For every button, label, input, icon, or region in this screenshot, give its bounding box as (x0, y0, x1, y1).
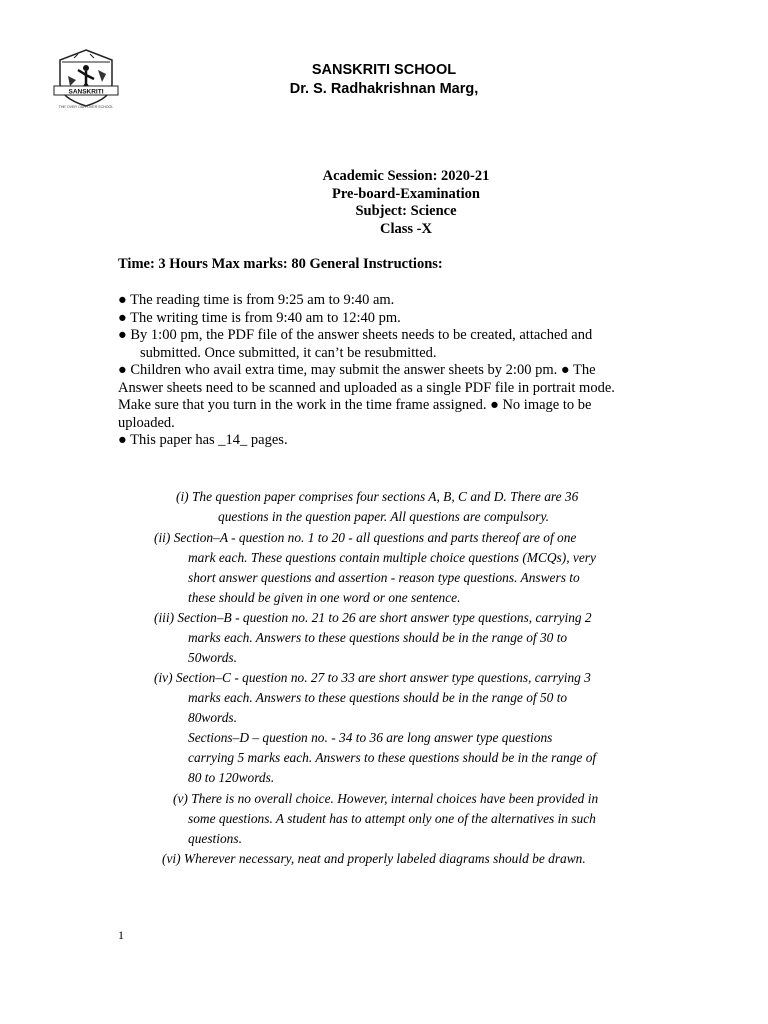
bullet-pdf-line1: ● By 1:00 pm, the PDF file of the answer sheets needs to be created, attached and (118, 327, 593, 343)
instruction-iv (154, 668, 666, 688)
bullet-list (118, 292, 658, 450)
logo-motto: THE OVER OUR OVER SCHOOL (58, 105, 114, 109)
instruction-iii-line2: marks each. Answers to these questions should be in the range of 30 to (188, 630, 568, 645)
school-address: Dr. S. Radhakrishnan Marg, (289, 81, 479, 97)
bullet-pages: ● This paper has _14_ pages. (118, 432, 288, 448)
instruction-iii-line1: (iii) Section–B - question no. 21 to 26 are short answer type questions, carrying 2 (154, 610, 592, 625)
instruction-iii-cont (188, 628, 666, 668)
instruction-v-line3: questions. (188, 831, 242, 846)
school-logo (48, 46, 124, 110)
instruction-v-cont (188, 809, 666, 849)
instruction-d-line3: 80 to 120words. (188, 770, 275, 785)
bullet-extra-time-line1: ● Children who avail extra time, may submit the answer sheets by 2:00 pm. ● The (118, 362, 596, 378)
instruction-iv-line2: marks each. Answers to these questions should be in the range of 50 to (188, 690, 568, 705)
time-marks-line: Time: 3 Hours Max marks: 80 General Instructions: (118, 256, 443, 272)
school-name: SANSKRITI SCHOOL (311, 62, 457, 78)
bullet-writing-time: ● The writing time is from 9:40 am to 12:40 pm. (118, 309, 401, 326)
instruction-section-d (188, 728, 666, 788)
instruction-i-line1: (i) The question paper comprises four sections A, B, C and D. There are 36 (176, 489, 579, 504)
page-number: 1 (118, 928, 124, 942)
instruction-v-line1: (v) There is no overall choice. However, internal choices have been provided in (173, 791, 599, 806)
subject: Subject: Science (355, 203, 457, 219)
instruction-d-line1: Sections–D – question no. - 34 to 36 are long answer type questions (188, 730, 553, 745)
instruction-i (176, 487, 646, 527)
instruction-ii-line2: mark each. These questions contain multiple choice questions (MCQs), very (188, 550, 596, 565)
instruction-ii-line3: short answer questions and assertion - reason type questions. Answers to (188, 570, 580, 585)
logo-banner-text: SANSKRITI (68, 88, 104, 96)
instruction-v-line2: some questions. A student has to attempt only one of the alternatives in such (188, 811, 596, 826)
school-crest-icon (48, 46, 124, 110)
instruction-iv-line1: (iv) Section–C - question no. 27 to 33 are short answer type questions, carrying 3 (154, 670, 591, 685)
instruction-ii-cont (188, 548, 666, 608)
exam-name: Pre-board-Examination (332, 186, 480, 202)
bullet-extra-time-line4: uploaded. (118, 414, 175, 431)
instruction-ii (154, 528, 666, 548)
class-name: Class -X (380, 221, 432, 237)
instruction-i-line2: questions in the question paper. All questions are compulsory. (218, 509, 550, 524)
instruction-d-line2: carrying 5 marks each. Answers to these questions should be in the range of (188, 750, 597, 765)
instruction-v (173, 789, 653, 809)
instruction-ii-line4: these should be given in one word or one sentence. (188, 590, 461, 605)
instruction-vi-line: (vi) Wherever necessary, neat and properly labeled diagrams should be drawn. (162, 851, 586, 866)
bullet-reading-time: ● The reading time is from 9:25 am to 9:40 am. (118, 292, 395, 308)
bullet-extra-time-line3: Make sure that you turn in the work in the time frame assigned. ● No image to be (118, 397, 592, 413)
instruction-iv-cont (188, 688, 666, 728)
instruction-ii-line1: (ii) Section–A - question no. 1 to 20 - all questions and parts thereof are of one (154, 530, 577, 545)
instruction-iii-line3: 50words. (188, 650, 237, 665)
instruction-vi (162, 849, 662, 869)
bullet-extra-time-line2: Answer sheets need to be scanned and uploaded as a single PDF file in portrait mode. (118, 379, 615, 396)
instruction-iv-line3: 80words. (188, 710, 237, 725)
instruction-iii (154, 608, 666, 628)
academic-session: Academic Session: 2020-21 (322, 168, 490, 184)
bullet-pdf-line2: submitted. Once submitted, it can’t be resubmitted. (140, 344, 437, 361)
